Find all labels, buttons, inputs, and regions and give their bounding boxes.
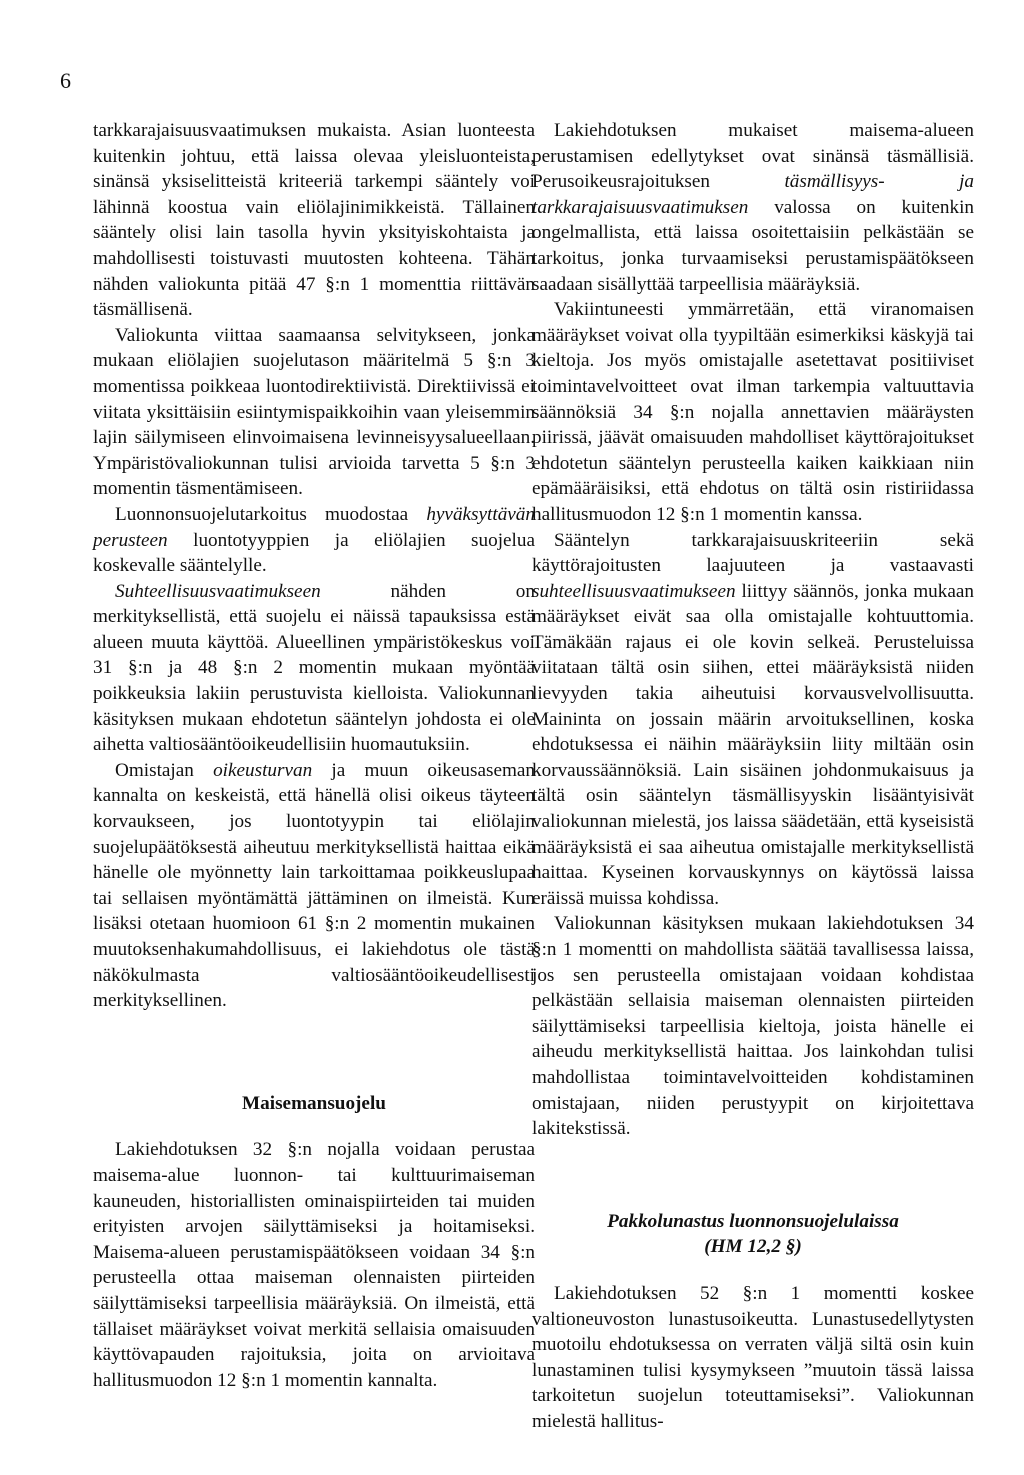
left-column	[93, 118, 535, 1393]
text-run: nähden on merkityksellistä, että suojelu ei näissä tapauksissa estä alueen muuta käyttöä. Alueellinen ympäristökeskus voi 31 §:n ja 48 §:n 2 momentin mukaan myöntää poikkeuksia lakiin perustuvista kielloista. Valiokunnan käsityksen mukaan ehdotetun sääntelyn johdosta ei ole aihetta valtiosääntöoikeudellisiin huomautuksiin.	[93, 580, 535, 756]
text-run: liittyy säännös, jonka mukaan määräykset eivät saa olla omistajalle kohtuuttomia. Tämäkään rajaus ei ole kovin selkeä. Perusteluissa viitataan tältä osin siihen, ettei määräyksistä niiden lievyyden takia aiheutuisi korvausvelvollisuutta. Maininta on jossain määrin arvoituksellinen, koska ehdotuksessa ei näihin määräyksiin liity miltään osin korvaussäännöksiä. Lain sisäinen johdonmukaisuus ja tältä osin sääntelyn täsmällisyyskin lisääntyisivät valiokunnan mielestä, jos laissa säädetään, että kyseisistä määräyksistä ei saa aiheutua omistajalle merkityksellistä haittaa. Kyseinen korvauskynnys on käytössä laissa eräissä muissa kohdissa.	[532, 580, 974, 909]
page-number: 6	[60, 68, 71, 93]
paragraph	[532, 118, 974, 297]
text-run: Omistajan	[115, 759, 214, 781]
section-heading: Maisemansuojelu	[242, 1092, 386, 1114]
paragraph: tarkkarajaisuusvaatimuksen mukaista. Asian luonteesta kuitenkin johtuu, että laissa olevaa yleisluonteista, sinänsä yksiselitteistä kriteeriä tarkempi sääntely voi lähinnä koostua vain eliölajinimikkeistä. Tällainen sääntely olisi lain tasolla hyvin yksityiskohtaista ja mahdollisesti toistuvasti muutosten kohteena. Tähän nähden valiokunta pitää 47 §:n 1 momenttia riittävän täsmällisenä.	[93, 120, 535, 321]
emphasis: suhteellisuusvaatimukseen	[532, 580, 736, 602]
paragraph	[93, 579, 535, 758]
paragraph	[532, 528, 974, 912]
paragraph: Valiokunta viittaa saamaansa selvitykseen, jonka mukaan eliölajien suojelutason määritelmä 5 §:n 3 momentissa poikkeaa luontodirektiivistä. Direktiivissä ei viitata yksittäisiin esiintymispaikkoihin vaan yleisemmin lajin säilymiseen elinvoimaisena levinneisyysalueellaan. Ympäristövaliokunnan tulisi arvioida tarvetta 5 §:n 3 momentin täsmentämiseen.	[93, 324, 535, 500]
text-run: Sääntelyn tarkkarajaisuuskriteeriin sekä käyttörajoitusten laajuuteen ja vastaavasti	[532, 529, 974, 577]
paragraph	[93, 502, 535, 579]
section-heading-line: Pakkolunastus luonnonsuojelulaissa	[607, 1210, 899, 1232]
paragraph: Lakiehdotuksen 32 §:n nojalla voidaan perustaa maisema-alue luonnon- tai kulttuurimaiseman kauneuden, historiallisten ominaispiirteiden tai muiden erityisten arvojen säilyttämiseksi ja hoitamiseksi. Maisema-alueen perustamispäätökseen voidaan 34 §:n perusteella ottaa maiseman olennaisten piirteiden säilyttämiseksi tarpeellisia määräyksiä. On ilmeistä, että tällaiset määräykset voivat merkitä sellaisia omaisuuden käyttövapauden rajoituksia, joita on arvioitava hallitusmuodon 12 §:n 1 momentin kannalta.	[93, 1139, 535, 1391]
section-heading-line: (HM 12,2 §)	[704, 1236, 802, 1258]
paragraph	[93, 758, 535, 1014]
text-run: valossa on kuitenkin ongelmallista, että laissa osoitettaisiin pelkästään se tarkoitus, jonka turvaamiseksi perustamispäätökseen saadaan sisällyttää tarpeellisia määräyksiä.	[532, 196, 974, 295]
text-run: Lakiehdotuksen mukaiset maisema-alueen perustamisen edellytykset ovat sinänsä täsmällisiä. Perusoikeusrajoituksen	[532, 120, 974, 193]
paragraph: Vakiintuneesti ymmärretään, että viranomaisen määräykset voivat olla tyypiltään esimerkiksi käskyjä tai kieltoja. Jos myös omistajalle asetettavat positiiviset toimintavelvoitteet ovat ilman tarkempia valtuuttavia säännöksiä 34 §:n nojalla annettavien määräysten piirissä, jäävät omaisuuden mahdolliset käyttörajoitukset ehdotetun sääntelyn perusteella kaiken kaikkiaan niin epämääräisiksi, että ehdotus on tältä osin ristiriidassa hallitusmuodon 12 §:n 1 momentin kanssa.	[532, 299, 974, 525]
paragraph: Lakiehdotuksen 52 §:n 1 momentti koskee valtioneuvoston lunastusoikeutta. Lunastusedellytysten muotoilu ehdotuksessa on verraten väljä siltä osin kuin lunastaminen tulisi kysymykseen ”muutoin tässä laissa tarkoitetun suojelun toteuttamiseksi”. Valiokunnan mielestä hallitus-	[532, 1282, 974, 1432]
emphasis: Suhteellisuusvaatimukseen	[115, 580, 321, 602]
emphasis: hyväksyttävän perusteen	[93, 503, 535, 551]
text-run: luontotyyppien ja eliölajien suojelua koskevalle sääntelylle.	[93, 529, 535, 577]
emphasis: täsmällisyys- ja tarkkarajaisuusvaatimuksen	[532, 171, 974, 218]
right-column	[532, 118, 974, 1435]
section-heading	[532, 1209, 974, 1260]
paragraph: Valiokunnan käsityksen mukaan lakiehdotuksen 34 §:n 1 momentti on mahdollista säätää tavallisessa laissa, jos sen perusteella omistajaan voidaan kohdistaa pelkästään sellaisia maiseman olennaisten piirteiden säilyttämiseksi tarpeellisia kieltoja, joista hänelle ei aiheudu merkityksellistä haittaa. Jos lainkohdan tulisi mahdollistaa toimintavelvoitteiden kohdistaminen omistajaan, niiden perustyypit on kirjoitettava lakitekstissä.	[532, 913, 974, 1140]
text-run: ja muun oikeusaseman kannalta on keskeistä, että hänellä olisi oikeus täyteen korvaukseen, jos luontotyypin tai eliölajin suojelupäätöksestä aiheutuu merkityksellistä haittaa eikä hänelle ole myönnetty lain tarkoittamaa poikkeuslupaa tai sellaisen myöntämättä jättäminen on ilmeistä. Kun lisäksi otetaan huomioon 61 §:n 2 momentin mukainen muutoksenhakumahdollisuus, ei lakiehdotus ole tästä näkökulmasta valtiosääntöoikeudellisesti merkityksellinen.	[93, 759, 535, 1012]
emphasis: oikeusturvan	[213, 759, 313, 781]
text-run: Luonnonsuojelutarkoitus muodostaa	[115, 503, 427, 525]
